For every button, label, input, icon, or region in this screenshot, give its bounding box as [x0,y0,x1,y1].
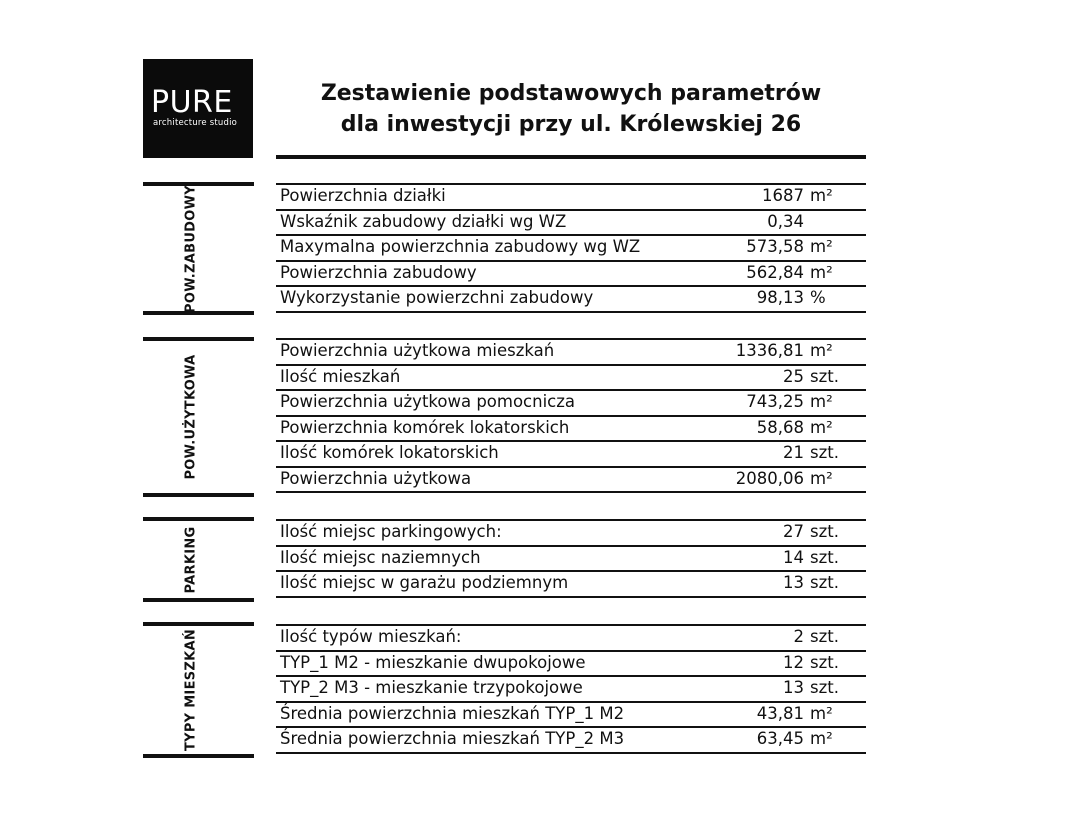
table-row [276,677,866,703]
row-unit: % [810,288,826,307]
row-label: Ilość typów mieszkań: [280,627,462,646]
logo-word: PURE [151,85,233,120]
table-row [276,652,866,678]
row-unit: m² [810,468,833,488]
row-unit: szt. [810,573,839,592]
section-label-typy-mieszkan [143,622,254,758]
row-value: 743,25 [746,392,804,411]
row-label: Średnia powierzchnia mieszkań TYP_2 M3 [280,729,625,748]
title-line-1: Zestawienie podstawowych parametrów [320,81,822,106]
table-row [276,728,866,754]
row-label: Powierzchnia komórek lokatorskich [280,417,570,437]
row-unit: szt. [810,678,839,697]
logo [143,59,253,158]
row-label: Maxymalna powierzchnia zabudowy wg WZ [280,237,641,256]
row-value: 2080,06 [735,468,804,488]
row-label: Powierzchnia użytkowa mieszkań [280,341,555,360]
logo-subtitle: architecture studio [153,118,238,128]
table-row [276,572,866,598]
table-row [276,236,866,262]
section-rows-pow-zabudowy [276,183,866,313]
row-value: 12 [783,652,804,672]
row-value: 25 [783,366,804,386]
table-row [276,185,866,211]
row-value: 43,81 [756,703,804,723]
row-label: Powierzchnia użytkowa [280,468,472,488]
row-label: Powierzchnia działki [280,186,446,205]
row-label: Wskaźnik zabudowy działki wg WZ [280,211,567,231]
title-divider [276,155,866,159]
row-value: 562,84 [746,262,804,282]
table-row [276,417,866,443]
row-label: Wykorzystanie powierzchni zabudowy [280,288,594,307]
row-label: Ilość komórek lokatorskich [280,443,499,462]
row-unit: m² [810,703,833,723]
title-line-2: dla inwestycji przy ul. Królewskiej 26 [340,112,802,137]
section-rows-typy-mieszkan [276,624,866,754]
row-value: 21 [783,443,804,462]
row-unit: m² [810,262,833,282]
row-unit: szt. [810,627,839,646]
section-label-pow-uzytkowa [143,337,254,497]
table-row [276,287,866,313]
row-label: Ilość mieszkań [280,366,401,386]
row-unit: m² [810,392,833,411]
row-unit: szt. [810,522,839,541]
section-label-text: TYPY MIESZKAŃ [183,628,199,752]
row-unit: m² [810,729,833,748]
table-row [276,521,866,547]
row-value: 13 [783,678,804,697]
section-label-pow-zabudowy [143,182,254,315]
row-value: 63,45 [756,729,804,748]
row-value: 14 [783,547,804,567]
row-label: Ilość miejsc parkingowych: [280,522,502,541]
row-value: 27 [783,522,804,541]
table-row [276,468,866,494]
row-unit: m² [810,186,833,205]
row-label: TYP_2 M3 - mieszkanie trzypokojowe [280,678,583,697]
row-label: Ilość miejsc naziemnych [280,547,481,567]
row-unit: m² [810,237,833,256]
row-value: 573,58 [746,237,804,256]
row-value: 2 [793,627,804,646]
row-label: Ilość miejsc w garażu podziemnym [280,573,569,592]
row-label: Powierzchnia użytkowa pomocnicza [280,392,576,411]
table-row [276,442,866,468]
table-row [276,547,866,573]
table-row [276,340,866,366]
section-label-text: POW.ZABUDOWY [183,184,199,313]
table-row [276,211,866,237]
row-unit: szt. [810,443,839,462]
section-label-text: PARKING [183,526,199,593]
section-label-parking [143,517,254,602]
section-rows-parking [276,519,866,598]
row-value: 0,34 [767,211,804,231]
row-unit: szt. [810,652,839,672]
row-value: 13 [783,573,804,592]
row-label: Średnia powierzchnia mieszkań TYP_1 M2 [280,703,625,723]
page-title [276,78,866,140]
row-unit: szt. [810,547,839,567]
section-rows-pow-uzytkowa [276,338,866,493]
row-unit: m² [810,341,833,360]
row-value: 58,68 [756,417,804,437]
row-value: 1336,81 [735,341,804,360]
row-value: 1687 [762,186,804,205]
table-row [276,262,866,288]
row-unit: m² [810,417,833,437]
row-label: Powierzchnia zabudowy [280,262,477,282]
section-label-text: POW.UŻYTKOWA [183,354,199,480]
row-value: 98,13 [756,288,804,307]
table-row [276,703,866,729]
table-row [276,626,866,652]
table-row [276,391,866,417]
row-unit: szt. [810,366,839,386]
table-row [276,366,866,392]
row-label: TYP_1 M2 - mieszkanie dwupokojowe [280,652,586,672]
